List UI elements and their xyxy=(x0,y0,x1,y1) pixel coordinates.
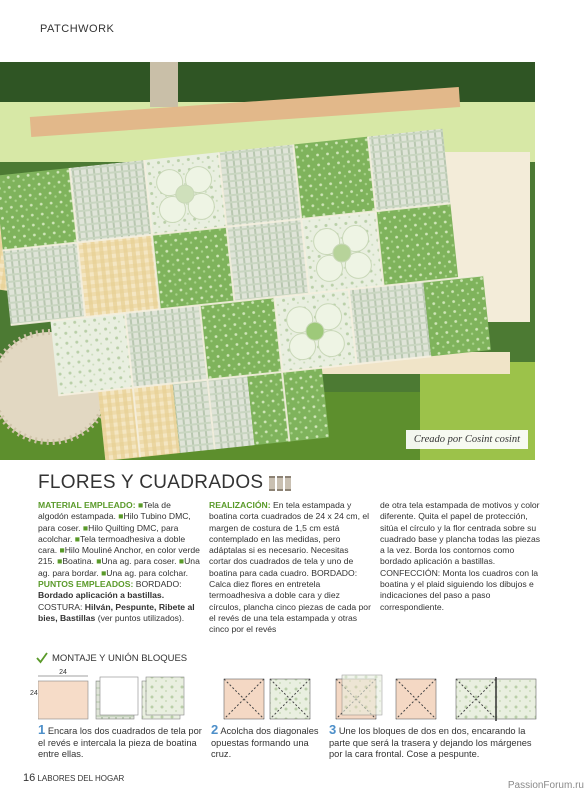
step-3-illustration xyxy=(332,673,542,723)
montaje-title-text: MONTAJE Y UNIÓN BLOQUES xyxy=(52,652,188,664)
page-footer xyxy=(23,772,124,784)
page-number: 16 xyxy=(23,772,36,784)
stitches-note: (ver puntos utilizados). xyxy=(97,612,185,623)
confeccion-column: de otra tela estampada de motivos y color diferente. Quita el papel de protección, sitúa el círculo y la flor centrada sobre su cuadrado base y plancha todas las piezas a la vez. Borda los contornos como bordado aplicación a bastillas. CONFECCIÓN: Monta los cuadros con la boatina y el plaid siguiendo los dibujos e indicaciones del paso a paso correspondiente. xyxy=(380,500,541,612)
step-3 xyxy=(329,724,541,761)
step-text: Encara los dos cuadrados de tela por el revés e intercala la pieza de boatina entre ellas. xyxy=(38,726,202,760)
checkmark-icon xyxy=(36,652,48,664)
dimension-width: 24 xyxy=(59,669,67,676)
step-text: Acolcha dos diagonales opuestas formando una cruz. xyxy=(211,726,319,760)
step-2-illustration xyxy=(222,675,322,723)
step-text: Une los bloques de dos en dos, encarando la parte que será la trasera y dejando los márgenes por la cara frontal. Cose a pespunte. xyxy=(329,726,532,760)
material-item: Una ag. para bordar. xyxy=(38,556,200,578)
quilt-photo xyxy=(0,62,535,460)
material-item: Tela de algodón estampada. xyxy=(38,500,171,522)
step-1-illustration xyxy=(38,673,188,723)
article-title xyxy=(38,472,291,494)
stitches-bordado-label: BORDADO: xyxy=(135,579,182,590)
quilt-photo-illustration xyxy=(0,62,535,460)
material-item: Hilo Quilting DMC, para acolchar. xyxy=(38,522,179,544)
stitches-heading: PUNTOS EMPLEADOS: xyxy=(38,579,134,590)
stitches-costura-value: Hilván, Pespunte, Ribete al bies, Bastillas xyxy=(38,601,195,623)
realizacion-column xyxy=(209,500,371,636)
realizacion-text: En tela estampada y boatina corta cuadrados de 24 x 24 cm, el margen de costura de 1,5 cm está contemplado en las medidas, pero adáptalas si es necesario. Necesitas cortar dos cuadrados de tela y uno de boatina para cada cuadro. BORDADO: Calca diez flores en entretela termoadhesiva a doble cara y diez círculos, plancha cinco piezas de cada por el revés de una tela estampada y otras cinco por el revés xyxy=(209,500,371,635)
difficulty-spools-icon xyxy=(269,476,291,491)
materials-heading: MATERIAL EMPLEADO: xyxy=(38,500,136,510)
material-item: Una ag. para colchar. xyxy=(106,567,188,578)
materials-column: MATERIAL EMPLEADO: ■Tela de algodón estampada. ■Hilo Tubino DMC, para coser. ■Hilo Quilting DMC, para acolchar. ■Tela termoadhesiva a doble cara. ■Hilo Mouliné Anchor, en color verde 215. ■Boatina. ■Una ag. para coser. ■Una ag. para bordar. ■Una ag. para colchar. PUNTOS EMPLEADOS: BORDADO: Bordado aplicación a bastillas. COSTURA: Hilván, Pespunte, Ribete al bies, Bastillas (ver puntos utilizados). xyxy=(38,500,200,623)
material-item: Boatina. xyxy=(62,556,94,567)
section-label: PATCHWORK xyxy=(40,23,115,35)
step-2 xyxy=(211,724,323,761)
dimension-height: 24 xyxy=(30,690,38,697)
material-item: Hilo Mouliné Anchor, en color verde 215. xyxy=(38,545,200,567)
realizacion-heading: REALIZACIÓN: xyxy=(209,500,271,510)
step-1 xyxy=(38,724,208,761)
photo-credit: Creado por Cosint cosint xyxy=(406,430,528,449)
step-number: 1 xyxy=(38,722,46,737)
material-item: Hilo Tubino DMC, para coser. xyxy=(38,511,191,533)
step-number: 2 xyxy=(211,722,219,737)
stitches-costura-label: COSTURA: xyxy=(38,601,83,612)
material-item: Tela termoadhesiva a doble cara. xyxy=(38,533,186,556)
material-item: Una ag. para coser. xyxy=(101,556,177,567)
site-watermark: PassionForum.ru xyxy=(507,780,584,791)
stitches-bordado-value: Bordado aplicación a bastillas. xyxy=(38,590,165,601)
step-number: 3 xyxy=(329,722,337,737)
magazine-name: LABORES DEL HOGAR xyxy=(37,774,125,783)
montaje-title xyxy=(36,652,187,664)
article-title-text: FLORES Y CUADRADOS xyxy=(38,472,264,493)
